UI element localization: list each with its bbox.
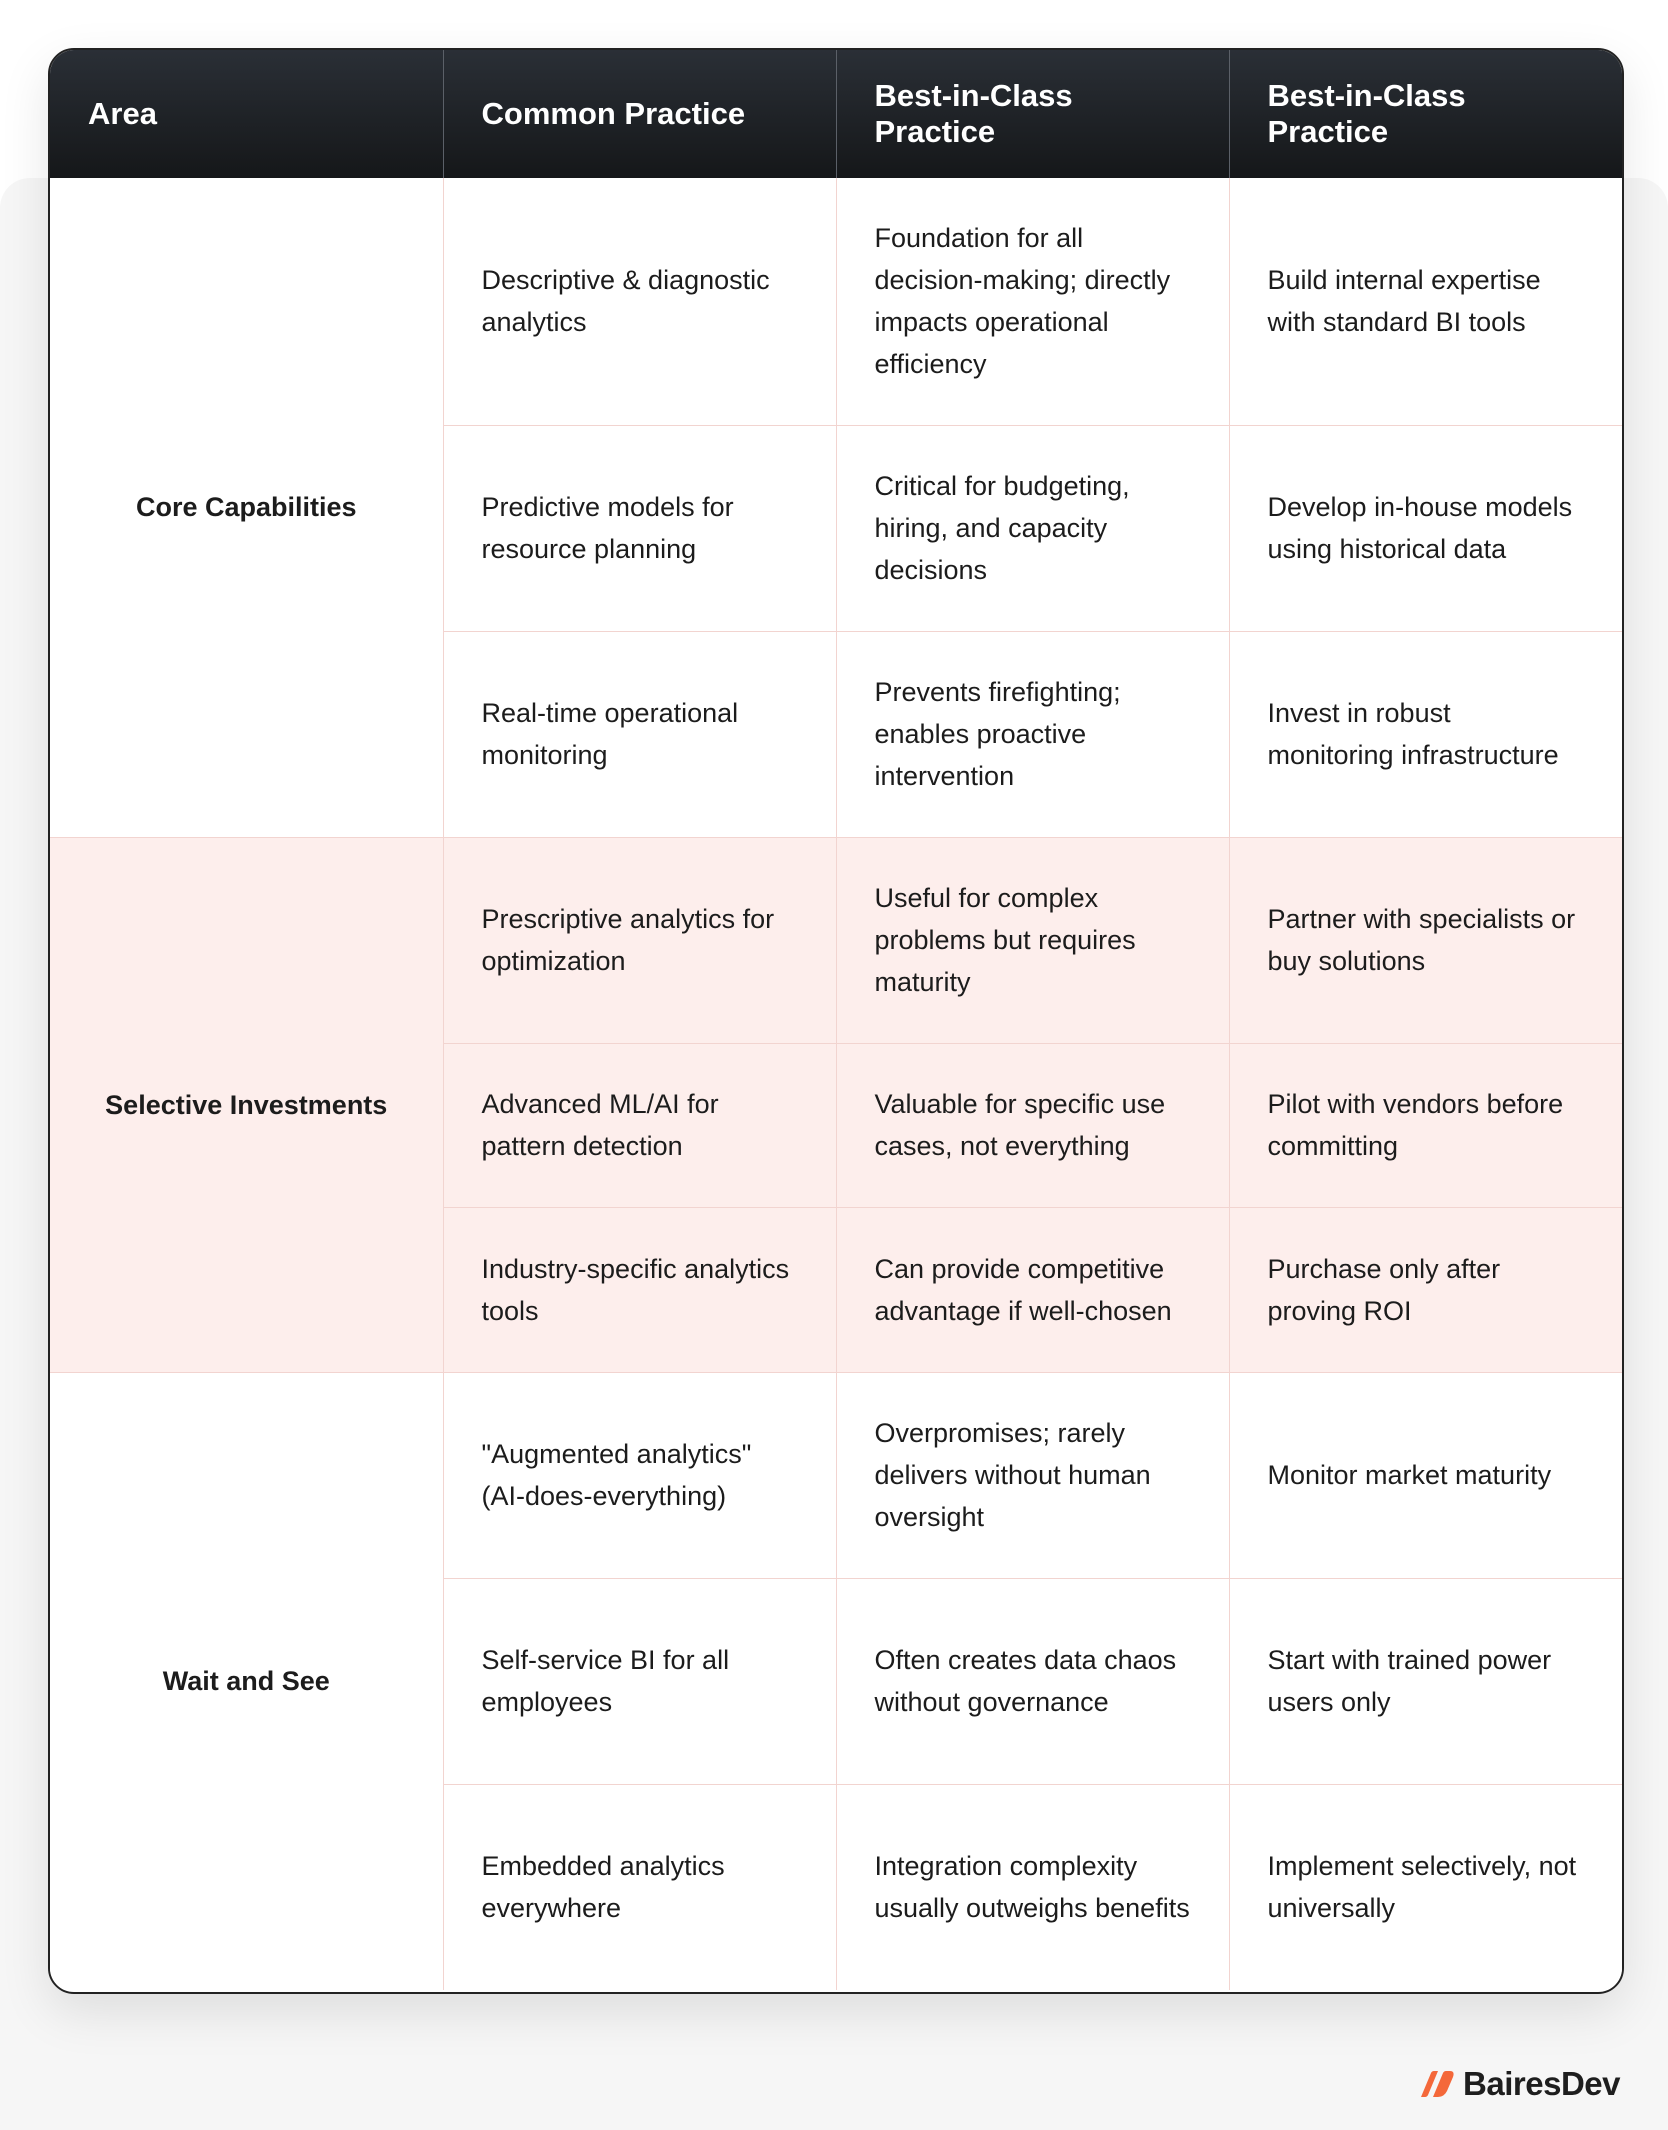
comparison-table-card (48, 48, 1624, 1994)
bairesdev-logo-icon (1419, 2069, 1457, 2099)
cell-recommendation: Partner with specialists or buy solutions (1229, 837, 1622, 1043)
area-wait-and-see: Wait and See (50, 1372, 443, 1990)
comparison-table (50, 50, 1622, 1990)
table-header-row (50, 50, 1622, 178)
cell-common-practice: Embedded analytics everywhere (443, 1784, 836, 1990)
table-row (50, 178, 1622, 425)
cell-rationale: Foundation for all decision-making; directly impacts operational efficiency (836, 178, 1229, 425)
cell-rationale: Valuable for specific use cases, not everything (836, 1043, 1229, 1207)
cell-recommendation: Purchase only after proving ROI (1229, 1207, 1622, 1372)
cell-common-practice: Real-time operational monitoring (443, 631, 836, 837)
cell-recommendation: Monitor market maturity (1229, 1372, 1622, 1578)
cell-rationale: Can provide competitive advantage if well-chosen (836, 1207, 1229, 1372)
cell-rationale: Often creates data chaos without governance (836, 1578, 1229, 1784)
cell-rationale: Integration complexity usually outweighs benefits (836, 1784, 1229, 1990)
area-selective-investments: Selective Investments (50, 837, 443, 1372)
table-row (50, 1372, 1622, 1578)
cell-recommendation: Invest in robust monitoring infrastructure (1229, 631, 1622, 837)
cell-recommendation: Start with trained power users only (1229, 1578, 1622, 1784)
cell-common-practice: Descriptive & diagnostic analytics (443, 178, 836, 425)
cell-recommendation: Pilot with vendors before committing (1229, 1043, 1622, 1207)
cell-common-practice: Self-service BI for all employees (443, 1578, 836, 1784)
cell-common-practice: Predictive models for resource planning (443, 425, 836, 631)
cell-recommendation: Build internal expertise with standard BI tools (1229, 178, 1622, 425)
header-common-practice: Common Practice (443, 50, 836, 178)
cell-common-practice: Industry-specific analytics tools (443, 1207, 836, 1372)
area-core-capabilities: Core Capabilities (50, 178, 443, 837)
cell-recommendation: Develop in-house models using historical data (1229, 425, 1622, 631)
cell-rationale: Critical for budgeting, hiring, and capacity decisions (836, 425, 1229, 631)
header-best-in-class-practice-2: Best-in-Class Practice (1229, 50, 1622, 178)
cell-recommendation: Implement selectively, not universally (1229, 1784, 1622, 1990)
brand-logo (1419, 2062, 1620, 2106)
table-row (50, 837, 1622, 1043)
cell-rationale: Overpromises; rarely delivers without human oversight (836, 1372, 1229, 1578)
cell-common-practice: Advanced ML/AI for pattern detection (443, 1043, 836, 1207)
header-best-in-class-practice: Best-in-Class Practice (836, 50, 1229, 178)
cell-common-practice: Prescriptive analytics for optimization (443, 837, 836, 1043)
header-area: Area (50, 50, 443, 178)
cell-common-practice: "Augmented analytics" (AI-does-everything) (443, 1372, 836, 1578)
cell-rationale: Useful for complex problems but requires maturity (836, 837, 1229, 1043)
cell-rationale: Prevents firefighting; enables proactive intervention (836, 631, 1229, 837)
brand-name: BairesDev (1463, 2065, 1620, 2102)
